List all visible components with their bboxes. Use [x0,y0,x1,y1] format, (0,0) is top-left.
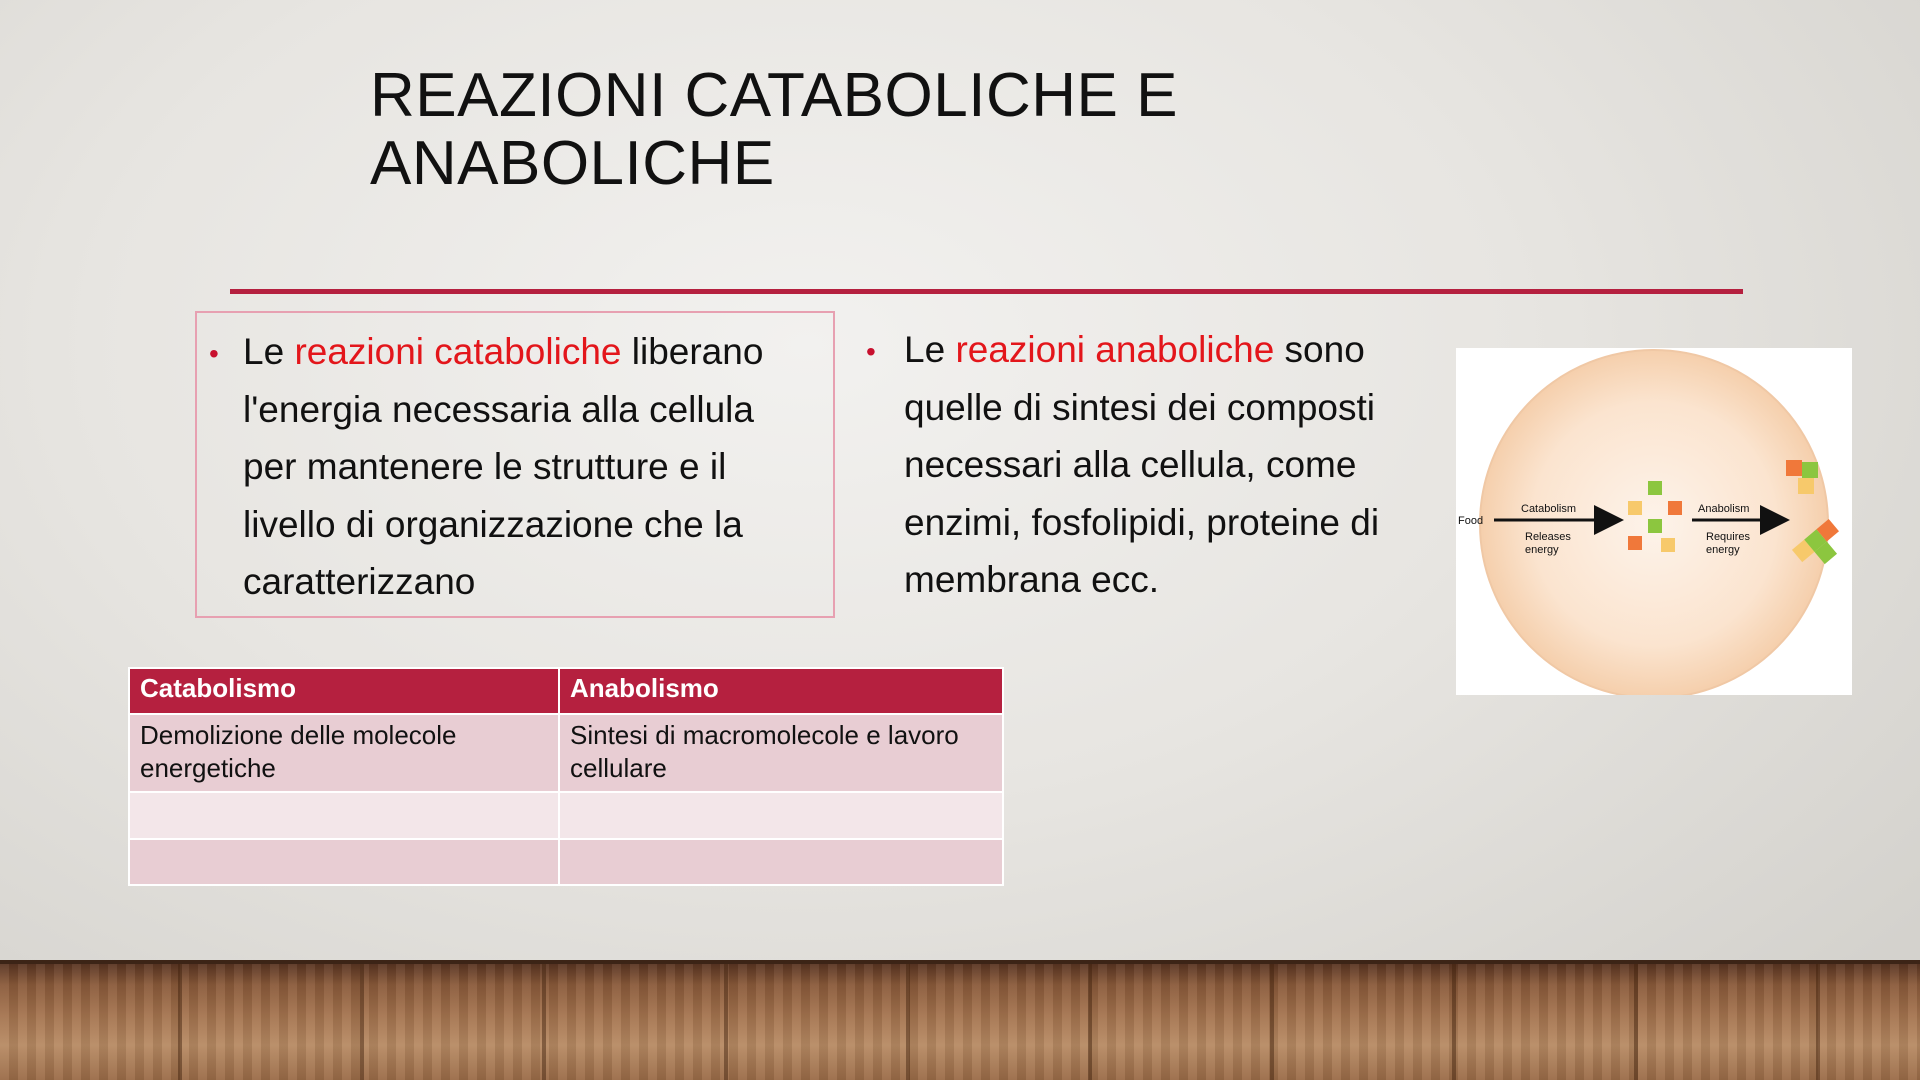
slide-title-line-1: REAZIONI CATABOLICHE E [370,61,1178,130]
table-cell [559,792,1003,839]
catabolic-highlight: reazioni cataboliche [294,331,622,372]
title-divider [230,289,1743,294]
requires-energy-label-1: Requires [1706,531,1751,543]
wooden-floor [0,964,1920,1080]
catabolic-lead: Le [243,331,295,372]
bullet-icon: • [866,336,876,367]
anabolism-label: Anabolism [1698,503,1750,515]
anabolic-lead: Le [904,329,956,370]
catabolic-body: liberano l'energia necessaria alla cellula per mantenere le strutture e il livello di organizzazione che la caratterizzano [243,331,764,602]
table-cell [129,792,559,839]
metabolism-diagram-svg [1456,348,1852,695]
releases-energy-label-2: energy [1525,544,1559,556]
table-header-row [129,668,1003,714]
food-label: Food [1458,515,1484,527]
releases-energy-label-1: Releases [1525,531,1571,543]
slide-title [370,62,1370,198]
bullet-icon: • [209,338,219,369]
header-catabolismo: Catabolismo [129,668,559,714]
catabolism-label: Catabolism [1521,503,1577,515]
comparison-table [128,667,1004,886]
table-row [129,839,1003,885]
slide-title-line-2: ANABOLICHE [370,129,775,198]
anabolic-highlight: reazioni anaboliche [955,329,1275,370]
table-cell [559,839,1003,885]
table-cell: Demolizione delle molecole energetiche [129,714,559,792]
anabolic-paragraph [904,321,1424,609]
catabolic-paragraph [243,323,813,611]
anabolic-text-box [866,321,1424,609]
table-row [129,792,1003,839]
table-cell [129,839,559,885]
metabolism-diagram [1456,348,1852,695]
header-anabolismo: Anabolismo [559,668,1003,714]
table-cell: Sintesi di macromolecole e lavoro cellulare [559,714,1003,792]
requires-energy-label-2: energy [1706,544,1740,556]
anabolic-body: sono quelle di sintesi dei composti necessari alla cellula, come enzimi, fosfolipidi, proteine di membrana ecc. [904,329,1380,600]
table-row [129,714,1003,792]
catabolic-text-box [195,311,835,618]
